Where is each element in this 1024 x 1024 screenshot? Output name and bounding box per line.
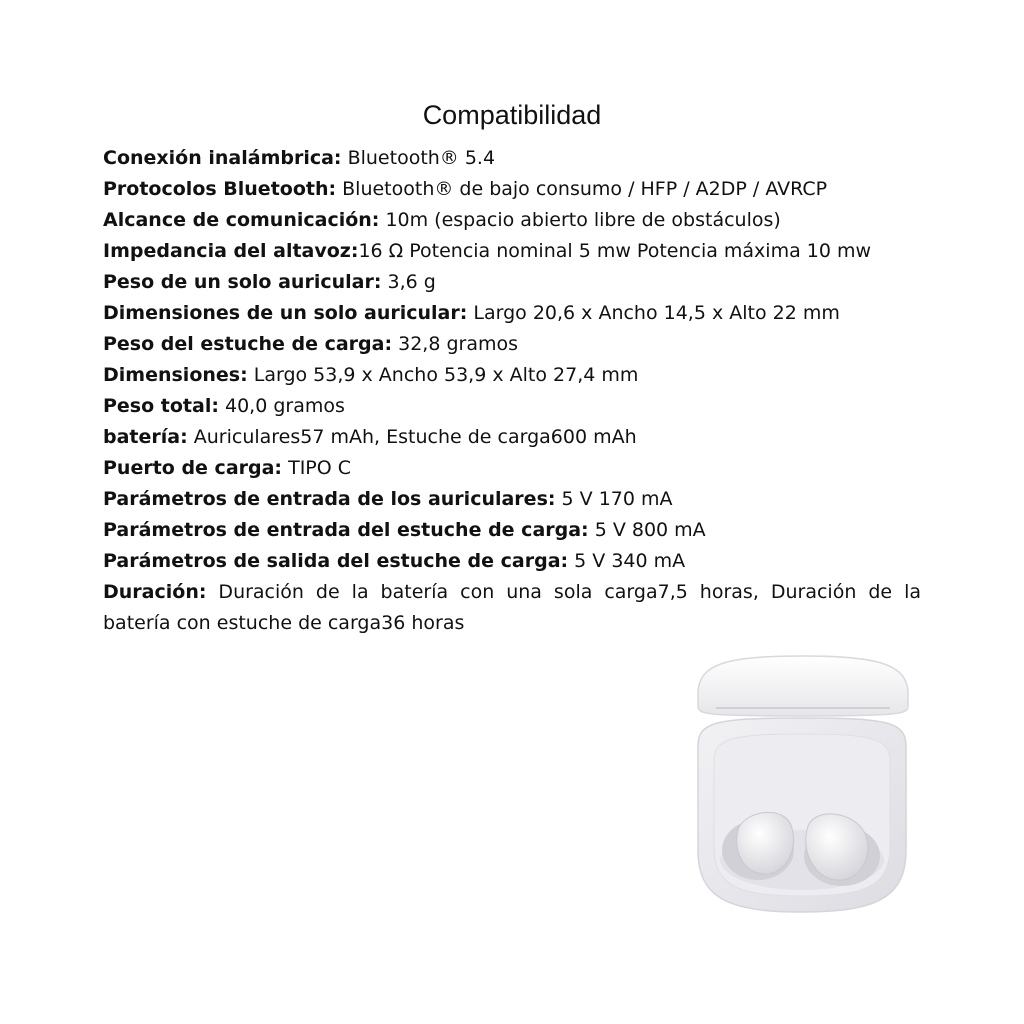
spec-label: Conexión inalámbrica: bbox=[103, 147, 342, 169]
spec-label: Dimensiones de un solo auricular: bbox=[103, 302, 468, 324]
spec-label: batería: bbox=[103, 426, 188, 448]
spec-label: Puerto de carga: bbox=[103, 457, 283, 479]
spec-label: Peso total: bbox=[103, 395, 219, 417]
spec-value: 10m (espacio abierto libre de obstáculos) bbox=[379, 209, 781, 231]
spec-item bbox=[103, 546, 921, 577]
spec-item bbox=[103, 143, 921, 174]
product-image bbox=[686, 650, 918, 916]
spec-label: Peso del estuche de carga: bbox=[103, 333, 393, 355]
spec-item bbox=[103, 174, 921, 205]
spec-item bbox=[103, 329, 921, 360]
spec-label: Parámetros de salida del estuche de carga: bbox=[103, 550, 569, 572]
spec-value: Bluetooth® de bajo consumo / HFP / A2DP / AVRCP bbox=[336, 178, 828, 200]
spec-value: Auriculares57 mAh, Estuche de carga600 mAh bbox=[187, 426, 637, 448]
spec-label: Parámetros de entrada del estuche de carga: bbox=[103, 519, 589, 541]
spec-value: Duración de la batería con una sola carga7,5 horas, Duración de la batería con estuche de carga36 horas bbox=[103, 581, 921, 634]
spec-label: Alcance de comunicación: bbox=[103, 209, 380, 231]
page-title: Compatibilidad bbox=[422, 100, 602, 130]
spec-value: 3,6 g bbox=[381, 271, 436, 293]
spec-value: 5 V 340 mA bbox=[568, 550, 686, 572]
spec-value: 5 V 800 mA bbox=[588, 519, 706, 541]
spec-value: Largo 53,9 x Ancho 53,9 x Alto 27,4 mm bbox=[247, 364, 639, 386]
spec-item bbox=[103, 205, 921, 236]
spec-value: 32,8 gramos bbox=[392, 333, 519, 355]
spec-item bbox=[103, 360, 921, 391]
spec-value: TIPO C bbox=[282, 457, 352, 479]
earbuds-case-icon bbox=[686, 650, 918, 916]
spec-label: Impedancia del altavoz: bbox=[103, 240, 359, 262]
spec-item bbox=[103, 453, 921, 484]
spec-item bbox=[103, 515, 921, 546]
spec-value: Largo 20,6 x Ancho 14,5 x Alto 22 mm bbox=[467, 302, 840, 324]
spec-item bbox=[103, 577, 921, 639]
spec-label: Dimensiones: bbox=[103, 364, 248, 386]
spec-value: Bluetooth® 5.4 bbox=[341, 147, 496, 169]
spec-item bbox=[103, 236, 921, 267]
spec-value: 5 V 170 mA bbox=[555, 488, 673, 510]
spec-label: Protocolos Bluetooth: bbox=[103, 178, 337, 200]
spec-label: Duración: bbox=[103, 581, 207, 603]
spec-label: Parámetros de entrada de los auriculares: bbox=[103, 488, 556, 510]
spec-item bbox=[103, 484, 921, 515]
spec-value: 16 Ω Potencia nominal 5 mw Potencia máxima 10 mw bbox=[358, 240, 872, 262]
spec-item bbox=[103, 267, 921, 298]
spec-item bbox=[103, 422, 921, 453]
spec-value: 40,0 gramos bbox=[218, 395, 345, 417]
spec-item bbox=[103, 298, 921, 329]
spec-item bbox=[103, 391, 921, 422]
spec-list bbox=[103, 143, 921, 639]
spec-label: Peso de un solo auricular: bbox=[103, 271, 382, 293]
